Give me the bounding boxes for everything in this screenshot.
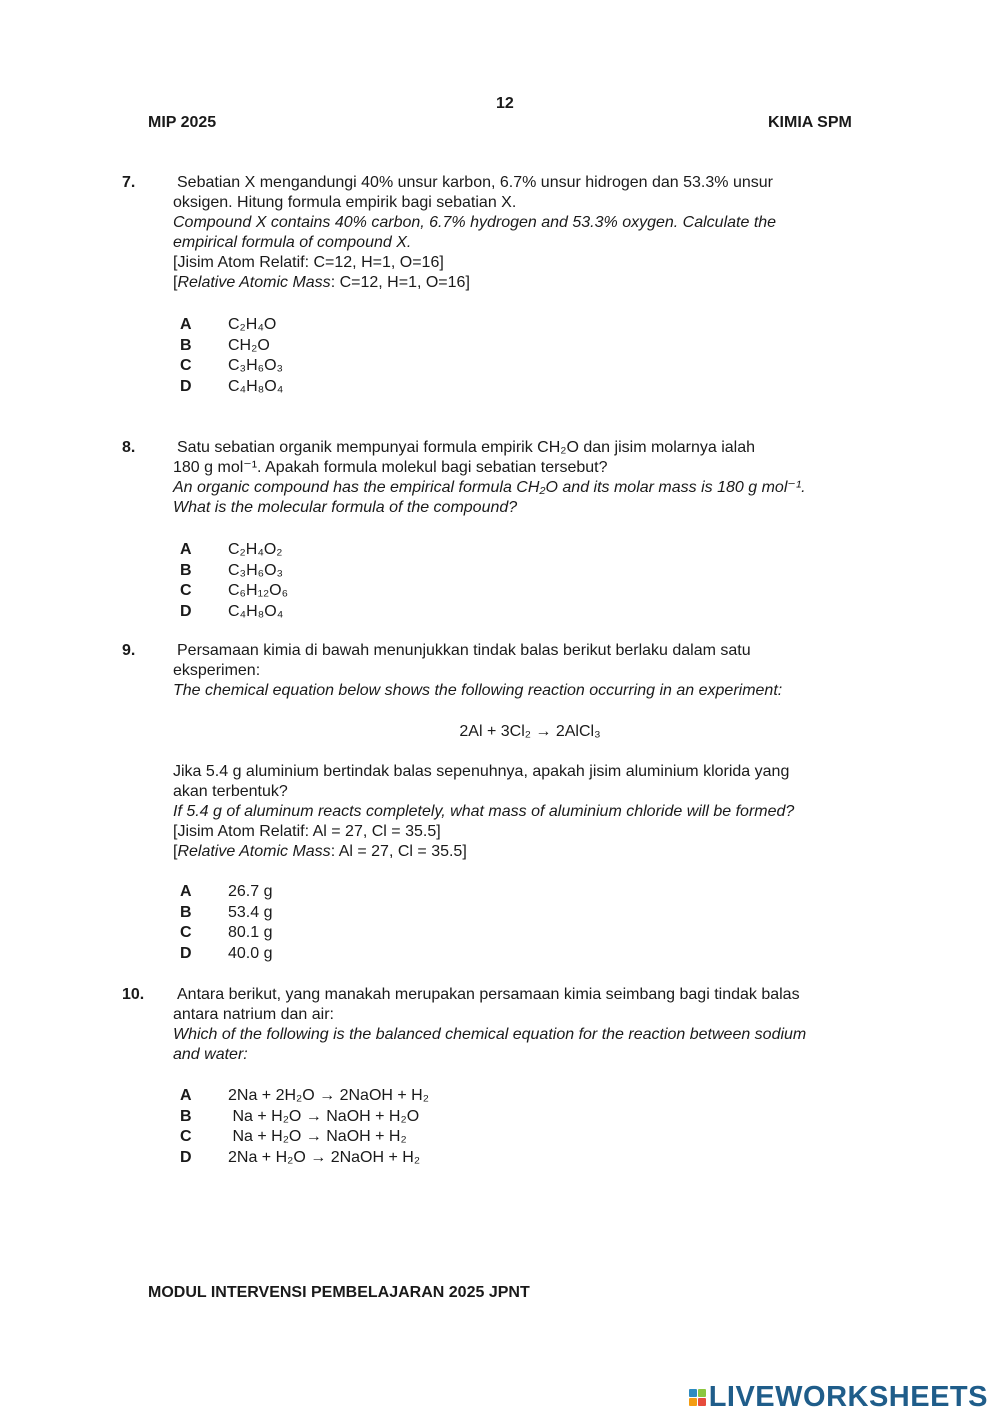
q7-english-line-2: empirical formula of compound X. <box>173 234 412 251</box>
page-number: 12 <box>496 95 514 112</box>
q7-ram-malay: [Jisim Atom Relatif: C=12, H=1, O=16] <box>173 254 444 271</box>
q9-option-c[interactable] <box>180 923 272 944</box>
option-text: C₂H₄O₂ <box>228 541 283 558</box>
option-text: 2Na + H₂O → 2NaOH + H₂ <box>228 1148 421 1166</box>
option-label: B <box>180 1107 192 1125</box>
liveworksheets-logo[interactable] <box>689 1381 988 1413</box>
question-10-number: 10. <box>122 986 145 1003</box>
q9-ram-malay: [Jisim Atom Relatif: Al = 27, Cl = 35.5] <box>173 823 441 840</box>
option-text: C₃H₆O₃ <box>228 561 284 579</box>
option-text: 80.1 g <box>228 924 273 941</box>
header-right: KIMIA SPM <box>768 114 852 131</box>
logo-square <box>689 1389 697 1397</box>
question-9-number: 9. <box>122 642 136 659</box>
q8-english-line-1: An organic compound has the empirical formula CH₂O and its molar mass is 180 g mol⁻¹. <box>173 479 806 496</box>
q8-options <box>180 540 288 622</box>
option-label: D <box>180 1148 192 1166</box>
q9-option-b[interactable] <box>180 903 272 924</box>
logo-square <box>698 1389 706 1397</box>
q8-malay-line-2: 180 g mol⁻¹. Apakah formula molekul bagi sebatian tersebut? <box>173 459 608 476</box>
q8-option-b[interactable] <box>180 561 288 582</box>
option-text: C₄H₈O₄ <box>228 602 284 620</box>
option-label: A <box>180 316 192 333</box>
q7-ram-english-values: : C=12, H=1, O=16] <box>330 274 470 291</box>
q9-ram-english: [Relative Atomic Mass: Al = 27, Cl = 35.5] <box>173 843 467 860</box>
question-7-body <box>173 173 873 293</box>
option-label: D <box>180 944 192 962</box>
option-text: 2Na + 2H₂O → 2NaOH + H₂ <box>228 1087 429 1104</box>
q7-malay-line-1: Sebatian X mengandungi 40% unsur karbon, 6.7% unsur hidrogen dan 53.3% unsur <box>177 174 773 191</box>
option-label: C <box>180 357 192 374</box>
option-text: C₄H₈O₄ <box>228 377 284 395</box>
q10-malay-line-2: antara natrium dan air: <box>173 1006 334 1023</box>
logo-text: LIVEWORKSHEETS <box>708 1381 988 1413</box>
q7-ram-english-label: Relative Atomic Mass <box>177 274 331 291</box>
question-9-body-2 <box>173 762 893 862</box>
q7-malay-line-2: oksigen. Hitung formula empirik bagi sebatian X. <box>173 194 517 211</box>
question-7-number: 7. <box>122 174 136 191</box>
q10-options <box>180 1086 429 1168</box>
q9-malay-line-3: Jika 5.4 g aluminium bertindak balas sepenuhnya, apakah jisim aluminium klorida yang <box>173 763 790 780</box>
q9-english-line-2: If 5.4 g of aluminum reacts completely, what mass of aluminium chloride will be formed? <box>173 803 795 820</box>
footer-title: MODUL INTERVENSI PEMBELAJARAN 2025 JPNT <box>148 1284 530 1301</box>
q10-option-a[interactable] <box>180 1086 429 1107</box>
q7-option-b[interactable] <box>180 336 283 357</box>
option-label: A <box>180 541 192 558</box>
option-label: A <box>180 1087 192 1104</box>
q10-option-b[interactable] <box>180 1107 429 1128</box>
q7-option-c[interactable] <box>180 356 283 377</box>
q9-malay-line-4: akan terbentuk? <box>173 783 288 800</box>
logo-square <box>698 1398 706 1406</box>
question-9-body <box>173 641 873 701</box>
option-label: A <box>180 883 192 900</box>
q9-option-d[interactable] <box>180 944 272 965</box>
q10-malay-line-1: Antara berikut, yang manakah merupakan persamaan kimia seimbang bagi tindak balas <box>177 986 800 1003</box>
question-8-body <box>173 438 893 518</box>
q8-english-line-2: What is the molecular formula of the compound? <box>173 499 518 516</box>
option-text: 40.0 g <box>228 944 273 962</box>
option-text: C₂H₄O <box>228 316 277 333</box>
option-text: Na + H₂O → NaOH + H₂ <box>228 1128 407 1145</box>
q10-option-d[interactable] <box>180 1148 429 1169</box>
option-text: CH₂O <box>228 336 270 354</box>
q9-malay-line-2: eksperimen: <box>173 662 261 679</box>
q8-option-a[interactable] <box>180 540 288 561</box>
q7-ram-english: [Relative Atomic Mass: C=12, H=1, O=16] <box>173 274 470 291</box>
option-label: B <box>180 903 192 921</box>
q9-ram-english-values: : Al = 27, Cl = 35.5] <box>330 843 467 860</box>
option-text: 26.7 g <box>228 883 273 900</box>
q8-malay-line-1: Satu sebatian organik mempunyai formula empirik CH₂O dan jisim molarnya ialah <box>177 439 756 456</box>
logo-grid-icon <box>689 1389 706 1406</box>
q9-malay-line-1: Persamaan kimia di bawah menunjukkan tindak balas berikut berlaku dalam satu <box>177 642 751 659</box>
q10-option-c[interactable] <box>180 1127 429 1148</box>
option-label: D <box>180 377 192 395</box>
q7-english-line-1: Compound X contains 40% carbon, 6.7% hydrogen and 53.3% oxygen. Calculate the <box>173 214 777 231</box>
q8-option-c[interactable] <box>180 581 288 602</box>
q9-english-line-1: The chemical equation below shows the following reaction occurring in an experiment: <box>173 682 783 699</box>
q7-option-d[interactable] <box>180 377 283 398</box>
q10-english-line-2: and water: <box>173 1046 248 1063</box>
option-label: D <box>180 602 192 620</box>
q7-options <box>180 315 283 397</box>
q9-ram-english-label: Relative Atomic Mass <box>177 843 331 860</box>
q9-options <box>180 882 272 964</box>
option-text: Na + H₂O → NaOH + H₂O <box>228 1107 420 1125</box>
logo-square <box>689 1398 697 1406</box>
q9-chemical-equation: 2Al + 3Cl₂ → 2AlCl₃ <box>459 723 601 740</box>
option-label: C <box>180 582 192 599</box>
header-left: MIP 2025 <box>148 114 217 131</box>
question-8-number: 8. <box>122 439 136 456</box>
option-label: C <box>180 1128 192 1145</box>
option-label: B <box>180 336 192 354</box>
q8-option-d[interactable] <box>180 602 288 623</box>
option-text: 53.4 g <box>228 903 273 921</box>
option-text: C₆H₁₂O₆ <box>228 582 289 599</box>
q9-option-a[interactable] <box>180 882 272 903</box>
option-label: B <box>180 561 192 579</box>
q7-option-a[interactable] <box>180 315 283 336</box>
q10-english-line-1: Which of the following is the balanced chemical equation for the reaction between sodium <box>173 1026 807 1043</box>
option-text: C₃H₆O₃ <box>228 357 284 374</box>
question-10-body <box>173 985 873 1065</box>
option-label: C <box>180 924 192 941</box>
